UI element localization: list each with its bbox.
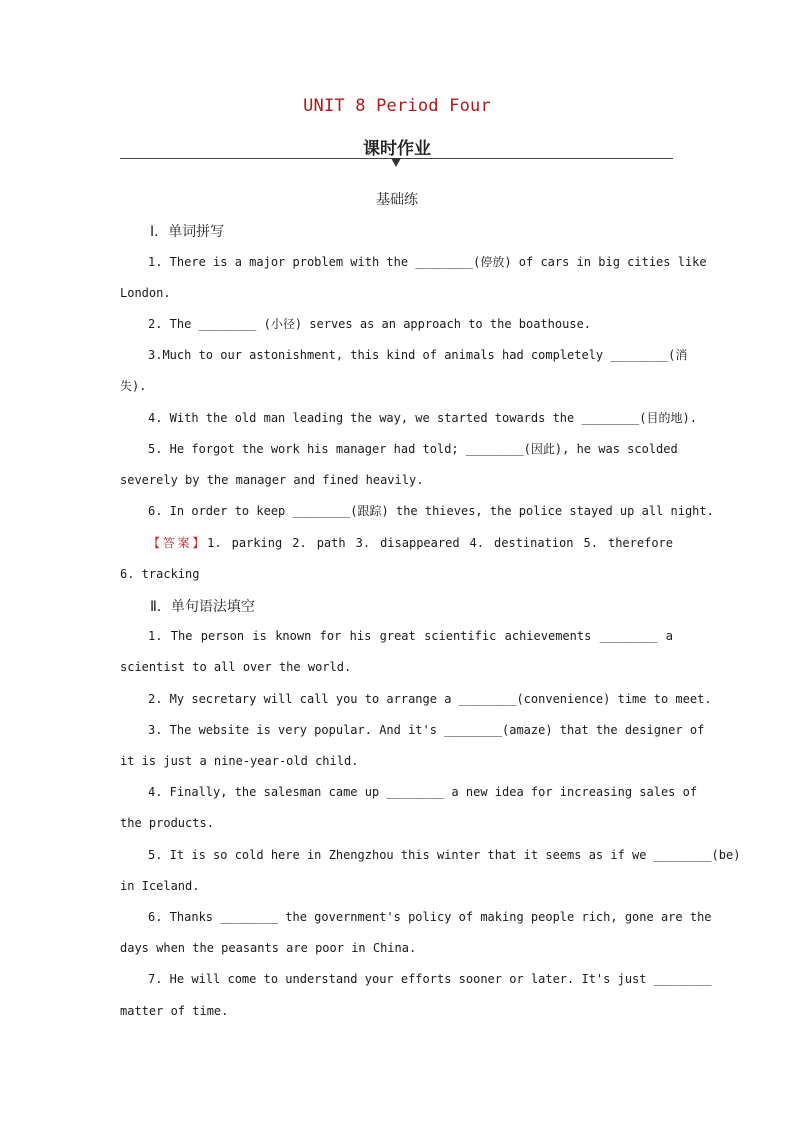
part2-q1-line1: 1. The person is known for his great scientific achievements ________ a	[148, 629, 673, 643]
part2-q6-line2: days when the peasants are poor in China.	[120, 941, 417, 955]
part2-q7-line2: matter of time.	[120, 1004, 229, 1018]
part1-q5-line2: severely by the manager and fined heavily.	[120, 473, 424, 487]
answer-text: 1. parking 2. path 3. disappeared 4. destination 5. therefore	[207, 536, 673, 550]
part2-q7-line1: 7. He will come to understand your efforts sooner or later. It's just ________	[148, 972, 712, 986]
part2-q5-line1: 5. It is so cold here in Zhengzhou this winter that it seems as if we ________(be)	[148, 848, 741, 862]
part1-q3-line1: 3.Much to our astonishment, this kind of animals had completely ________(消	[148, 348, 688, 362]
part2-heading: Ⅱ．单句语法填空	[150, 599, 255, 615]
page-title: UNIT 8 Period Four	[303, 96, 491, 116]
part1-q4: 4. With the old man leading the way, we started towards the ________(目的地).	[148, 411, 697, 425]
part2-q3-line1: 3. The website is very popular. And it's ________(amaze) that the designer of	[148, 723, 705, 737]
part1-answer-line1	[148, 535, 673, 551]
section-heading: 基础练	[376, 192, 418, 208]
divider-triangle-icon	[391, 158, 401, 167]
part1-q2: 2. The ________ (小径) serves as an approach to the boathouse.	[148, 317, 592, 331]
part2-q1-line2: scientist to all over the world.	[120, 660, 352, 674]
part1-q6: 6. In order to keep ________(跟踪) the thieves, the police stayed up all night.	[148, 504, 714, 518]
part1-q1-line2: London.	[120, 286, 171, 300]
page-subtitle: 课时作业	[363, 139, 431, 159]
part1-q5-line1: 5. He forgot the work his manager had told; ________(因此), he was scolded	[148, 442, 678, 456]
part1-answer-line2: 6. tracking	[120, 567, 200, 581]
part2-q3-line2: it is just a nine-year-old child.	[120, 754, 359, 768]
part1-q1-line1: 1. There is a major problem with the ________(停放) of cars in big cities like	[148, 255, 707, 269]
part1-heading: Ⅰ．单词拼写	[150, 224, 225, 240]
part2-q5-line2: in Iceland.	[120, 879, 200, 893]
part2-q4-line2: the products.	[120, 816, 214, 830]
part2-q6-line1: 6. Thanks ________ the government's policy of making people rich, gone are the	[148, 910, 712, 924]
part2-q4-line1: 4. Finally, the salesman came up ________ a new idea for increasing sales of	[148, 785, 698, 799]
part1-q3-line2: 失).	[120, 379, 147, 393]
answer-tag: 【答案】	[148, 536, 208, 550]
part2-q2: 2. My secretary will call you to arrange a ________(convenience) time to meet.	[148, 692, 712, 706]
